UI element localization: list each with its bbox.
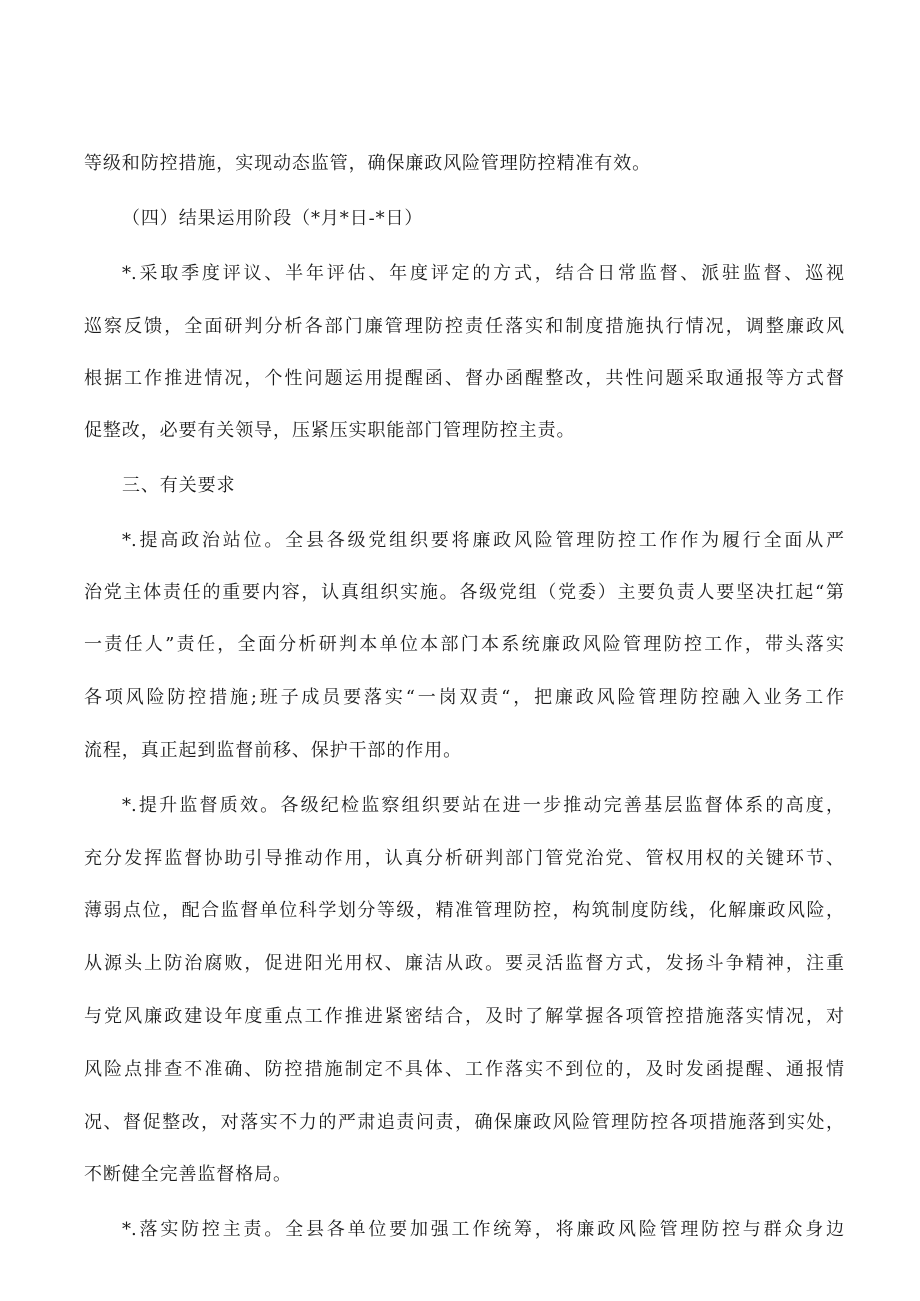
section-heading-3: 三、有关要求 <box>122 475 236 496</box>
paragraph-line: 促整改，必要有关领导，压紧压实职能部门管理防控主责。 <box>84 420 576 441</box>
paragraph-line: 薄弱点位，配合监督单位科学划分等级，精准管理防控，构筑制度防线，化解廉政风险， <box>84 900 844 921</box>
paragraph-line: 风险点排查不准确、防控措施制定不具体、工作落实不到位的，及时发函提醒、通报情 <box>84 1059 844 1080</box>
paragraph-line: 治党主体责任的重要内容，认真组织实施。各级党组（党委）主要负责人要坚决扛起“第 <box>84 582 844 603</box>
paragraph-line: 一责任人”责任，全面分析研判本单位本部门本系统廉政风险管理防控工作，带头落实 <box>84 634 844 655</box>
paragraph-line: 充分发挥监督协助引导推动作用，认真分析研判部门管党治党、管权用权的关键环节、 <box>84 848 844 869</box>
paragraph-line: 巡察反馈，全面研判分析各部门廉管理防控责任落实和制度措施执行情况，调整廉政风 <box>84 316 844 337</box>
paragraph-line: *.采取季度评议、半年评估、年度评定的方式，结合日常监督、派驻监督、巡视 <box>122 263 844 284</box>
paragraph-line: 各项风险防控措施;班子成员要落实“一岗双责“，把廉政风险管理防控融入业务工作 <box>84 687 844 708</box>
paragraph-line: 与党风廉政建设年度重点工作推进紧密结合，及时了解掌握各项管控措施落实情况，对 <box>84 1006 844 1027</box>
paragraph-line: *.落实防控主责。全县各单位要加强工作统筹，将廉政风险管理防控与群众身边 <box>122 1219 844 1240</box>
paragraph-line: 根据工作推进情况，个性问题运用提醒函、督办函醒整改，共性问题采取通报等方式督 <box>84 368 844 389</box>
paragraph-line: 从源头上防治腐败，促进阳光用权、廉洁从政。要灵活监督方式，发扬斗争精神，注重 <box>84 953 844 974</box>
paragraph-line: *.提高政治站位。全县各级党组织要将廉政风险管理防控工作作为履行全面从严 <box>122 530 844 551</box>
paragraph-line: 况、督促整改，对落实不力的严肃追责问责，确保廉政风险管理防控各项措施落到实处， <box>84 1112 844 1133</box>
body-line-1: 等级和防控措施，实现动态监管，确保廉政风险管理防控精准有效。 <box>84 153 651 174</box>
section-heading-4: （四）结果运用阶段（*月*日-*日） <box>122 208 424 229</box>
paragraph-line: 流程，真正起到监督前移、保护干部的作用。 <box>84 740 462 761</box>
paragraph-line: 不断健全完善监督格局。 <box>84 1164 292 1185</box>
paragraph-line: *.提升监督质效。各级纪检监察组织要站在进一步推动完善基层监督体系的高度， <box>122 795 844 816</box>
